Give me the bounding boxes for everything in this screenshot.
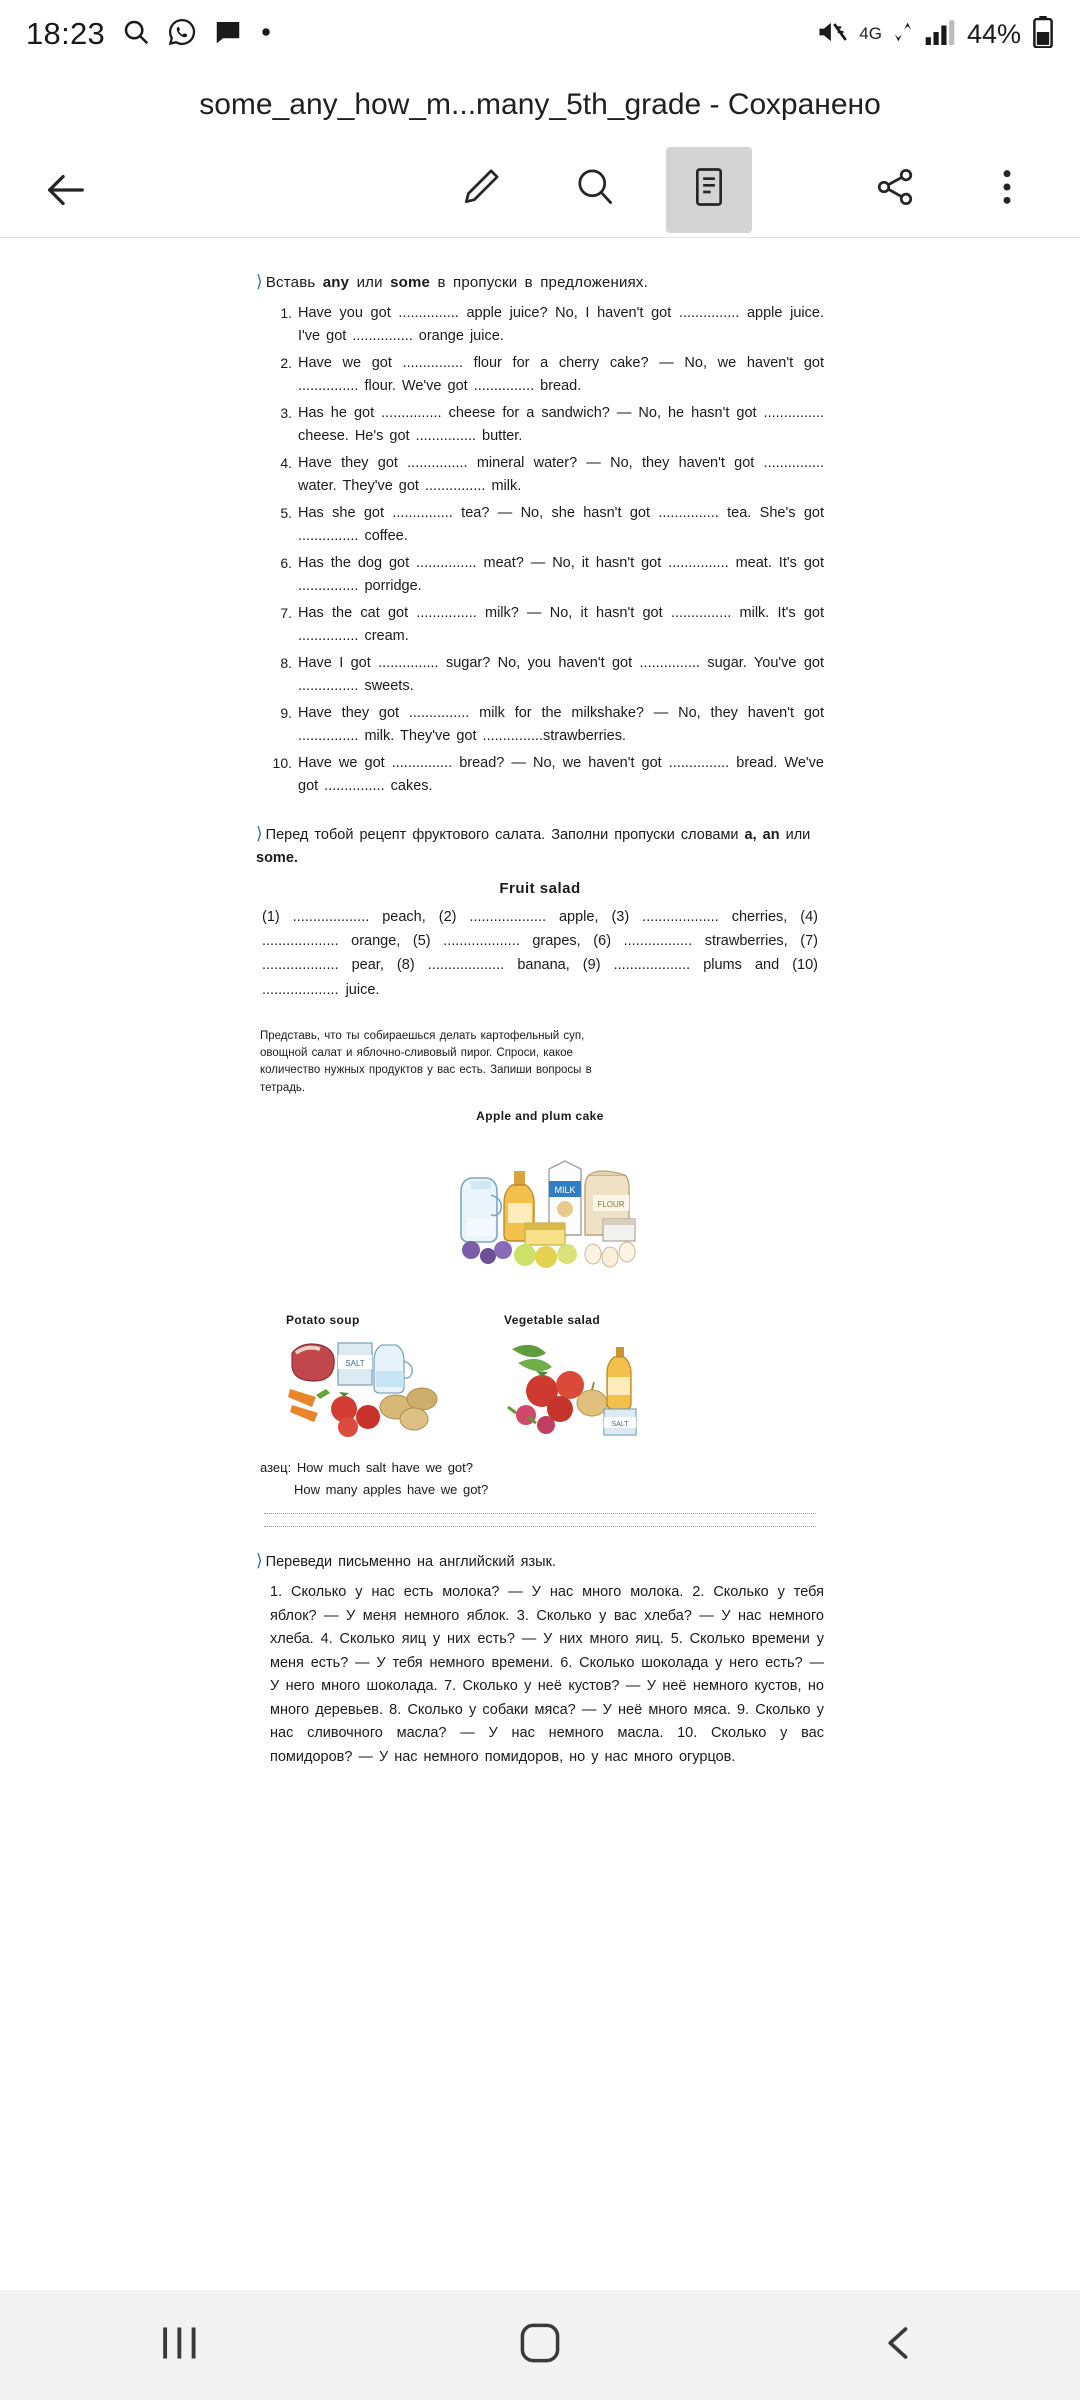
fruit-salad-body: (1) ................... peach, (2) ................... apple, (3) ................... cherries, (4) ................... orange, (5) ................... grapes, (6) ................. strawberries, (7) ................... pear, (8) ................... banana, (9) ................... plums and (10) ................... juice.: [262, 908, 818, 998]
toolbar-secondary-actions: [852, 147, 1058, 233]
status-bar-right: [816, 16, 1054, 53]
message-icon: [213, 17, 243, 52]
list-item: Has the cat got ............... milk? — No, it hasn't got ............... milk. It's got ............... cream.: [298, 604, 824, 645]
mobile-data-icon: [859, 25, 882, 44]
exercise-1-questions: [256, 302, 824, 799]
search-button[interactable]: [552, 147, 638, 233]
more-options-button[interactable]: [964, 147, 1050, 233]
whatsapp-icon: [167, 17, 197, 52]
signal-bars-icon: [924, 19, 956, 50]
document-view-icon: [689, 165, 729, 214]
vegetable-salad-figure: [504, 1313, 654, 1447]
ex1-heading-bold2: some: [390, 274, 431, 291]
exercise-1-heading: [256, 272, 824, 292]
list-item: Have you got ............... apple juice? No, I haven't got ............... apple juice. I've got ............... orange juice.: [298, 305, 824, 345]
ex1-heading-bold1: any: [322, 274, 350, 291]
share-icon: [873, 165, 917, 214]
bullet-bracket-icon: ⟩: [256, 272, 263, 291]
system-navigation-bar: [0, 2290, 1080, 2400]
sample-line-2: How many apples have we got?: [294, 1482, 489, 1498]
document-title-bar: [0, 68, 1080, 142]
toolbar-main-actions: [438, 147, 752, 233]
list-item: Have we got ............... bread? — No, we haven't got ............... bread. We've got ............... cakes.: [298, 754, 824, 795]
answer-line-1: [264, 1513, 816, 1514]
potato-soup-figure: [286, 1313, 468, 1447]
dot-icon: [259, 25, 273, 44]
share-button[interactable]: [852, 147, 938, 233]
status-bar-left: [26, 16, 273, 52]
more-vertical-icon: [987, 165, 1027, 214]
edit-pencil-button[interactable]: [438, 147, 524, 233]
svg-text:MILK: MILK: [554, 1184, 576, 1195]
ex2-heading-mid: или: [785, 826, 811, 843]
back-button[interactable]: [825, 2290, 975, 2400]
recents-icon: [158, 2323, 202, 2368]
potato-soup-illustration: [286, 1327, 468, 1442]
list-item: Have we got ............... flour for a cherry cake? — No, we haven't got ............... flour. We've got ............... bread.: [298, 354, 824, 395]
list-item: Has he got ............... cheese for a sandwich? — No, he hasn't got ............... cheese. He's got ............... butter.: [298, 404, 824, 445]
search-icon: [121, 17, 151, 52]
ex2-heading-bold2: some.: [256, 850, 298, 867]
list-item: Have they got ............... milk for the milkshake? — No, they haven't got ............... milk. They've got ...............strawberries.: [298, 704, 824, 745]
vegetable-salad-illustration: [504, 1327, 654, 1442]
home-icon: [517, 2320, 563, 2371]
page-title: some_any_how_m...many_5th_grade - Сохранено: [199, 88, 881, 121]
list-item: Have I got ............... sugar? No, you haven't got ............... sugar. You've got ............... sweets.: [298, 654, 824, 695]
list-item: Have they got ............... mineral water? — No, they haven't got ............... water. They've got ............... milk.: [298, 454, 824, 495]
exercise-4-body: 1. Сколько у нас есть молока? — У нас много молока. 2. Сколько у тебя яблок? — У меня немного яблок. 3. Сколько у вас хлеба? — У нас немного хлеба. 4. Сколько яиц у них есть? — У них много яиц. 5. Сколько времени у меня есть? — У тебя немного времени. 6. Сколько шоколада у него есть? — У него много шоколада. 7. Сколько у неё кустов? — У неё немного кустов, но много деревьев. 8. Сколько у собаки мяса? — У неё много мяса. 9. Сколько у нас сливочного масла? — У нас немного масла. 10. Сколько у вас помидоров? — У нас немного помидоров, но у нас много огурцов.: [270, 1584, 824, 1765]
reading-view-button[interactable]: [666, 147, 752, 233]
exercise-3-heading: Представь, что ты собираешься делать картофельный суп, овощной салат и яблочно-сливовый пирог. Спроси, какое количество нужных продуктов у вас есть. Запиши вопросы в тетрадь.: [260, 1029, 592, 1094]
apple-plum-cake-figure: [256, 1109, 824, 1303]
svg-text:FLOUR: FLOUR: [597, 1199, 625, 1209]
ex2-heading-bold: a, an: [744, 826, 780, 843]
cake-ingredients-illustration: [375, 1123, 705, 1298]
bullet-bracket-icon: ⟩: [256, 823, 263, 843]
mute-icon: [816, 18, 848, 51]
fruit-salad-title: Fruit salad: [499, 879, 581, 897]
bullet-bracket-icon: ⟩: [256, 1551, 263, 1571]
exercise-3-sample: [260, 1457, 824, 1501]
document-viewport[interactable]: [0, 238, 1080, 2290]
worksheet: [256, 272, 824, 1769]
svg-text:SALT: SALT: [611, 1420, 629, 1428]
ex1-heading-suffix: в пропуски в предложениях.: [437, 274, 648, 291]
battery-percent-label: 44%: [966, 18, 1021, 49]
magnifier-icon: [573, 165, 617, 214]
exercise-4-heading: [256, 1551, 824, 1571]
pencil-icon: [459, 165, 503, 214]
vegetable-salad-label: Vegetable salad: [504, 1312, 601, 1327]
apple-plum-cake-label: Apple and plum cake: [476, 1108, 604, 1123]
ex1-heading-mid: или: [356, 274, 383, 291]
battery-icon: [1032, 16, 1054, 53]
back-chevron-icon: [879, 2322, 921, 2369]
list-item: Has the dog got ............... meat? — No, it hasn't got ............... meat. It's got ............... porridge.: [298, 554, 824, 595]
home-button[interactable]: [465, 2290, 615, 2400]
sample-line-1: How much salt have we got?: [296, 1459, 474, 1475]
status-bar: [0, 0, 1080, 68]
data-transfer-icon: [893, 18, 913, 51]
answer-line-2: [264, 1526, 816, 1527]
status-clock: 18:23: [26, 16, 106, 51]
list-item: Has she got ............... tea? — No, she hasn't got ............... tea. She's got ............... coffee.: [298, 504, 824, 545]
exercise-2-heading: [256, 821, 824, 870]
svg-text:SALT: SALT: [345, 1358, 365, 1368]
app-toolbar: [0, 142, 1080, 238]
soup-and-salad-figures: [256, 1313, 824, 1447]
ex4-heading-text: Переведи письменно на английский язык.: [265, 1554, 556, 1571]
ex1-heading-prefix: Вставь: [265, 274, 316, 291]
potato-soup-label: Potato soup: [286, 1312, 360, 1327]
ex2-heading-text: Перед тобой рецепт фруктового салата. Заполни пропуски словами: [265, 826, 739, 843]
recents-button[interactable]: [105, 2290, 255, 2400]
document-page: [0, 238, 1080, 2290]
network-type-label: 4G: [859, 23, 882, 43]
sample-prefix: азец:: [260, 1459, 292, 1475]
back-arrow-button[interactable]: [22, 147, 108, 233]
